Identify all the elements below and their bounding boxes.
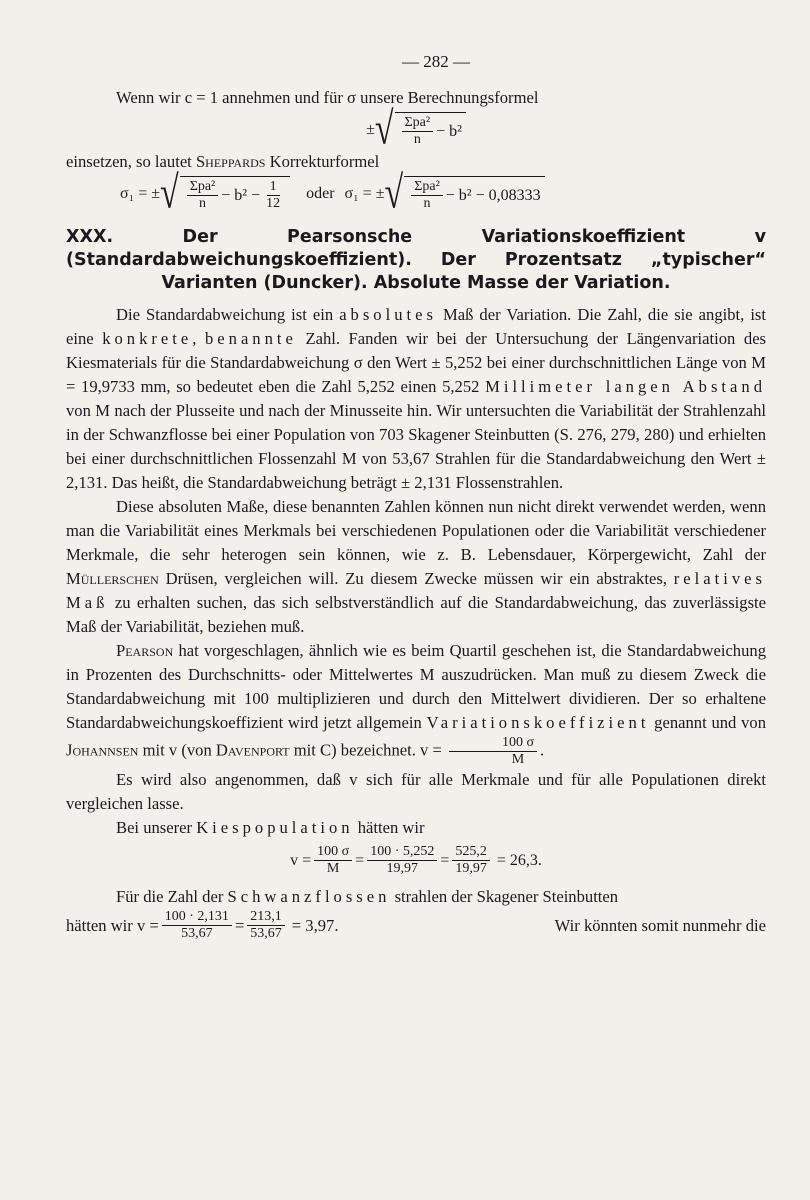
paragraph-4: Es wird also angenommen, daß v sich für alle Merkmale und für alle Populationen direkt vergleichen lasse. [66, 770, 766, 813]
eq-fish-d1: 53,67 [181, 926, 213, 941]
eq-fish-lhs: hätten wir v = [66, 915, 159, 935]
formula-2 [66, 168, 766, 219]
formula-1 [66, 104, 766, 155]
sheppard-line: einsetzen, so lautet Sheppards Korrekturformel [66, 152, 380, 171]
formula-2-den2: 12 [266, 196, 281, 211]
equation-kies [66, 844, 766, 877]
paragraph-6: Für die Zahl der Schwanzflossen strahlen der Skagener Steinbutten [116, 887, 619, 906]
paragraph-1: Die Standardabweichung ist ein absolutes Maß der Variation. Die Zahl, die sie angibt, ist eine konkrete, benannte Zahl. Fanden wir bei der Untersuchung der Längenvariation des Kiesmaterials für die Standardabweichung σ den Wert ± 5,252 bei einer durchschnittlichen Länge von M = 19,9733 mm, so bedeutet eben die Zahl 5,252 einen 5,252 Millimeter langen Abstand von M nach der Plusseite und nach der Minusseite hin. Wir untersuchten die Variabilität der Strahlenzahl in der Schwanzflosse bei einer Population von 703 Skagener Steinbutten (S. 276, 279, 280) und erhielten bei einer durchschnittlichen Flossenzahl M von 53,67 Strahlen für die Standardabweichung den Wert ± 2,131. Das heißt, die Standardabweichung beträgt ± 2,131 Flossenstrahlen. [66, 305, 767, 492]
section-heading: XXX. Der Pearsonsche Variationskoeffizient v (Standardabweichungskoeffizient). Der Prozentsatz „typischer“ Varianten (Duncker). Absolute Masse der Variation. [66, 227, 766, 293]
formula-2-tail: − b² − 0,08333 [445, 186, 541, 204]
formula-v-inline: $\frac{100 \sigma}{M}$ [449, 735, 537, 768]
author-mueller: Müllerschen [66, 569, 159, 588]
formula-2-den3: n [423, 196, 431, 211]
author-johannsen: Johannsen [66, 740, 139, 760]
paragraph-7-tail: Wir könnten somit nunmehr die [554, 915, 766, 935]
formula-2-lhs: σ₁ = ± [120, 185, 161, 202]
eq-kies-result: = 26,3. [496, 851, 542, 869]
eq-fish-eq: = [234, 915, 245, 935]
author-davenport: Davenport [215, 740, 290, 760]
formula-2-num3: Σpa² [411, 179, 443, 196]
page-number: — 282 — [402, 52, 470, 71]
formula-2-sqrt: √ $\frac{\text{Σpa²}}{n}$ − b² − $\frac{1}{12}$ [160, 176, 290, 212]
eq-fish-n1: 100 · 2,131 [162, 909, 232, 926]
eq-fish-result: = 3,97. [291, 915, 339, 935]
paragraph-2: Diese absoluten Maße, diese benannten Zahlen können nun nicht direkt verwendet werden, wenn man die Variabilität eines Merkmals bei verschiedenen Populationen oder die Variabilität verschiedener Merkmale, die sehr heterogen sein können, wie z. B. Lebensdauer, Körpergewicht, Zahl der Müllerschen Drüsen, vergleichen will. Zu diesem Zwecke müssen wir ein abstraktes, relatives Maß zu erhalten suchen, das sich selbstverständlich auf die Standardabweichung, das zuverlässigste Maß der Variabilität, beziehen muß. [66, 497, 766, 636]
formula-1-num: Σpa² [402, 115, 434, 132]
formula-2-lhs2: σ₁ = ± [344, 185, 385, 202]
eq-kies-n2: 100 · 5,252 [367, 844, 437, 861]
eq-kies-eq1: = [355, 851, 365, 869]
eq-kies-d1: M [326, 861, 340, 876]
formula-2-oder: oder [306, 185, 335, 202]
formula-1-tail: − b² [436, 122, 462, 140]
paragraph-7 [66, 909, 766, 942]
eq-fish-d2: 53,67 [250, 926, 282, 941]
eq-kies-d3: 19,97 [455, 861, 487, 876]
formula-2-num2: 1 [267, 179, 280, 196]
eq-kies-d2: 19,97 [386, 861, 419, 876]
eq-kies-n3: 525,2 [452, 844, 490, 861]
author-sheppard: Sheppards [195, 152, 266, 171]
paragraph-3: Pearson hat vorgeschlagen, ähnlich wie es beim Quartil geschehen ist, die Standardabweichung in Prozenten des Durchschnitts- oder Mittelwertes M auszudrücken. Man muß zu diesem Zweck die Standardabweichung mit 100 multiplizieren und durch den Mittelwert dividieren. Der so erhaltene Standardabweichungskoeffizient wird jetzt allgemein Variationskoeffizient genannt und von Johannsen mit v (von Davenport mit C) bezeichnet. v = $\frac{100 \sigma}{M}$ . [66, 641, 766, 767]
formula-2-den: n [198, 196, 206, 211]
formula-1-den: n [413, 132, 421, 147]
formula-2-sqrt2: √ $\frac{\text{Σpa²}}{n}$ − b² − 0,08333 [385, 176, 545, 212]
formula-2-num: Σpa² [187, 179, 219, 196]
eq-fish-n2: 213,1 [247, 909, 285, 926]
formula-intro: Wenn wir c = 1 annehmen und für σ unsere Berechnungsformel [116, 88, 539, 107]
eq-kies-n1: 100 σ [314, 844, 352, 861]
eq-kies-lhs: v = [290, 851, 312, 869]
eq-kies-eq2: = [440, 851, 450, 869]
author-pearson: Pearson [116, 641, 174, 660]
formula-1-sqrt: √ $\frac{\text{Σpa²}}{n}$ − b² [375, 112, 466, 148]
paragraph-5: Bei unserer Kiespopulation hätten wir [116, 818, 425, 837]
formula-1-pm: ± [366, 121, 375, 138]
formula-2-mid: − b² − [221, 186, 261, 204]
